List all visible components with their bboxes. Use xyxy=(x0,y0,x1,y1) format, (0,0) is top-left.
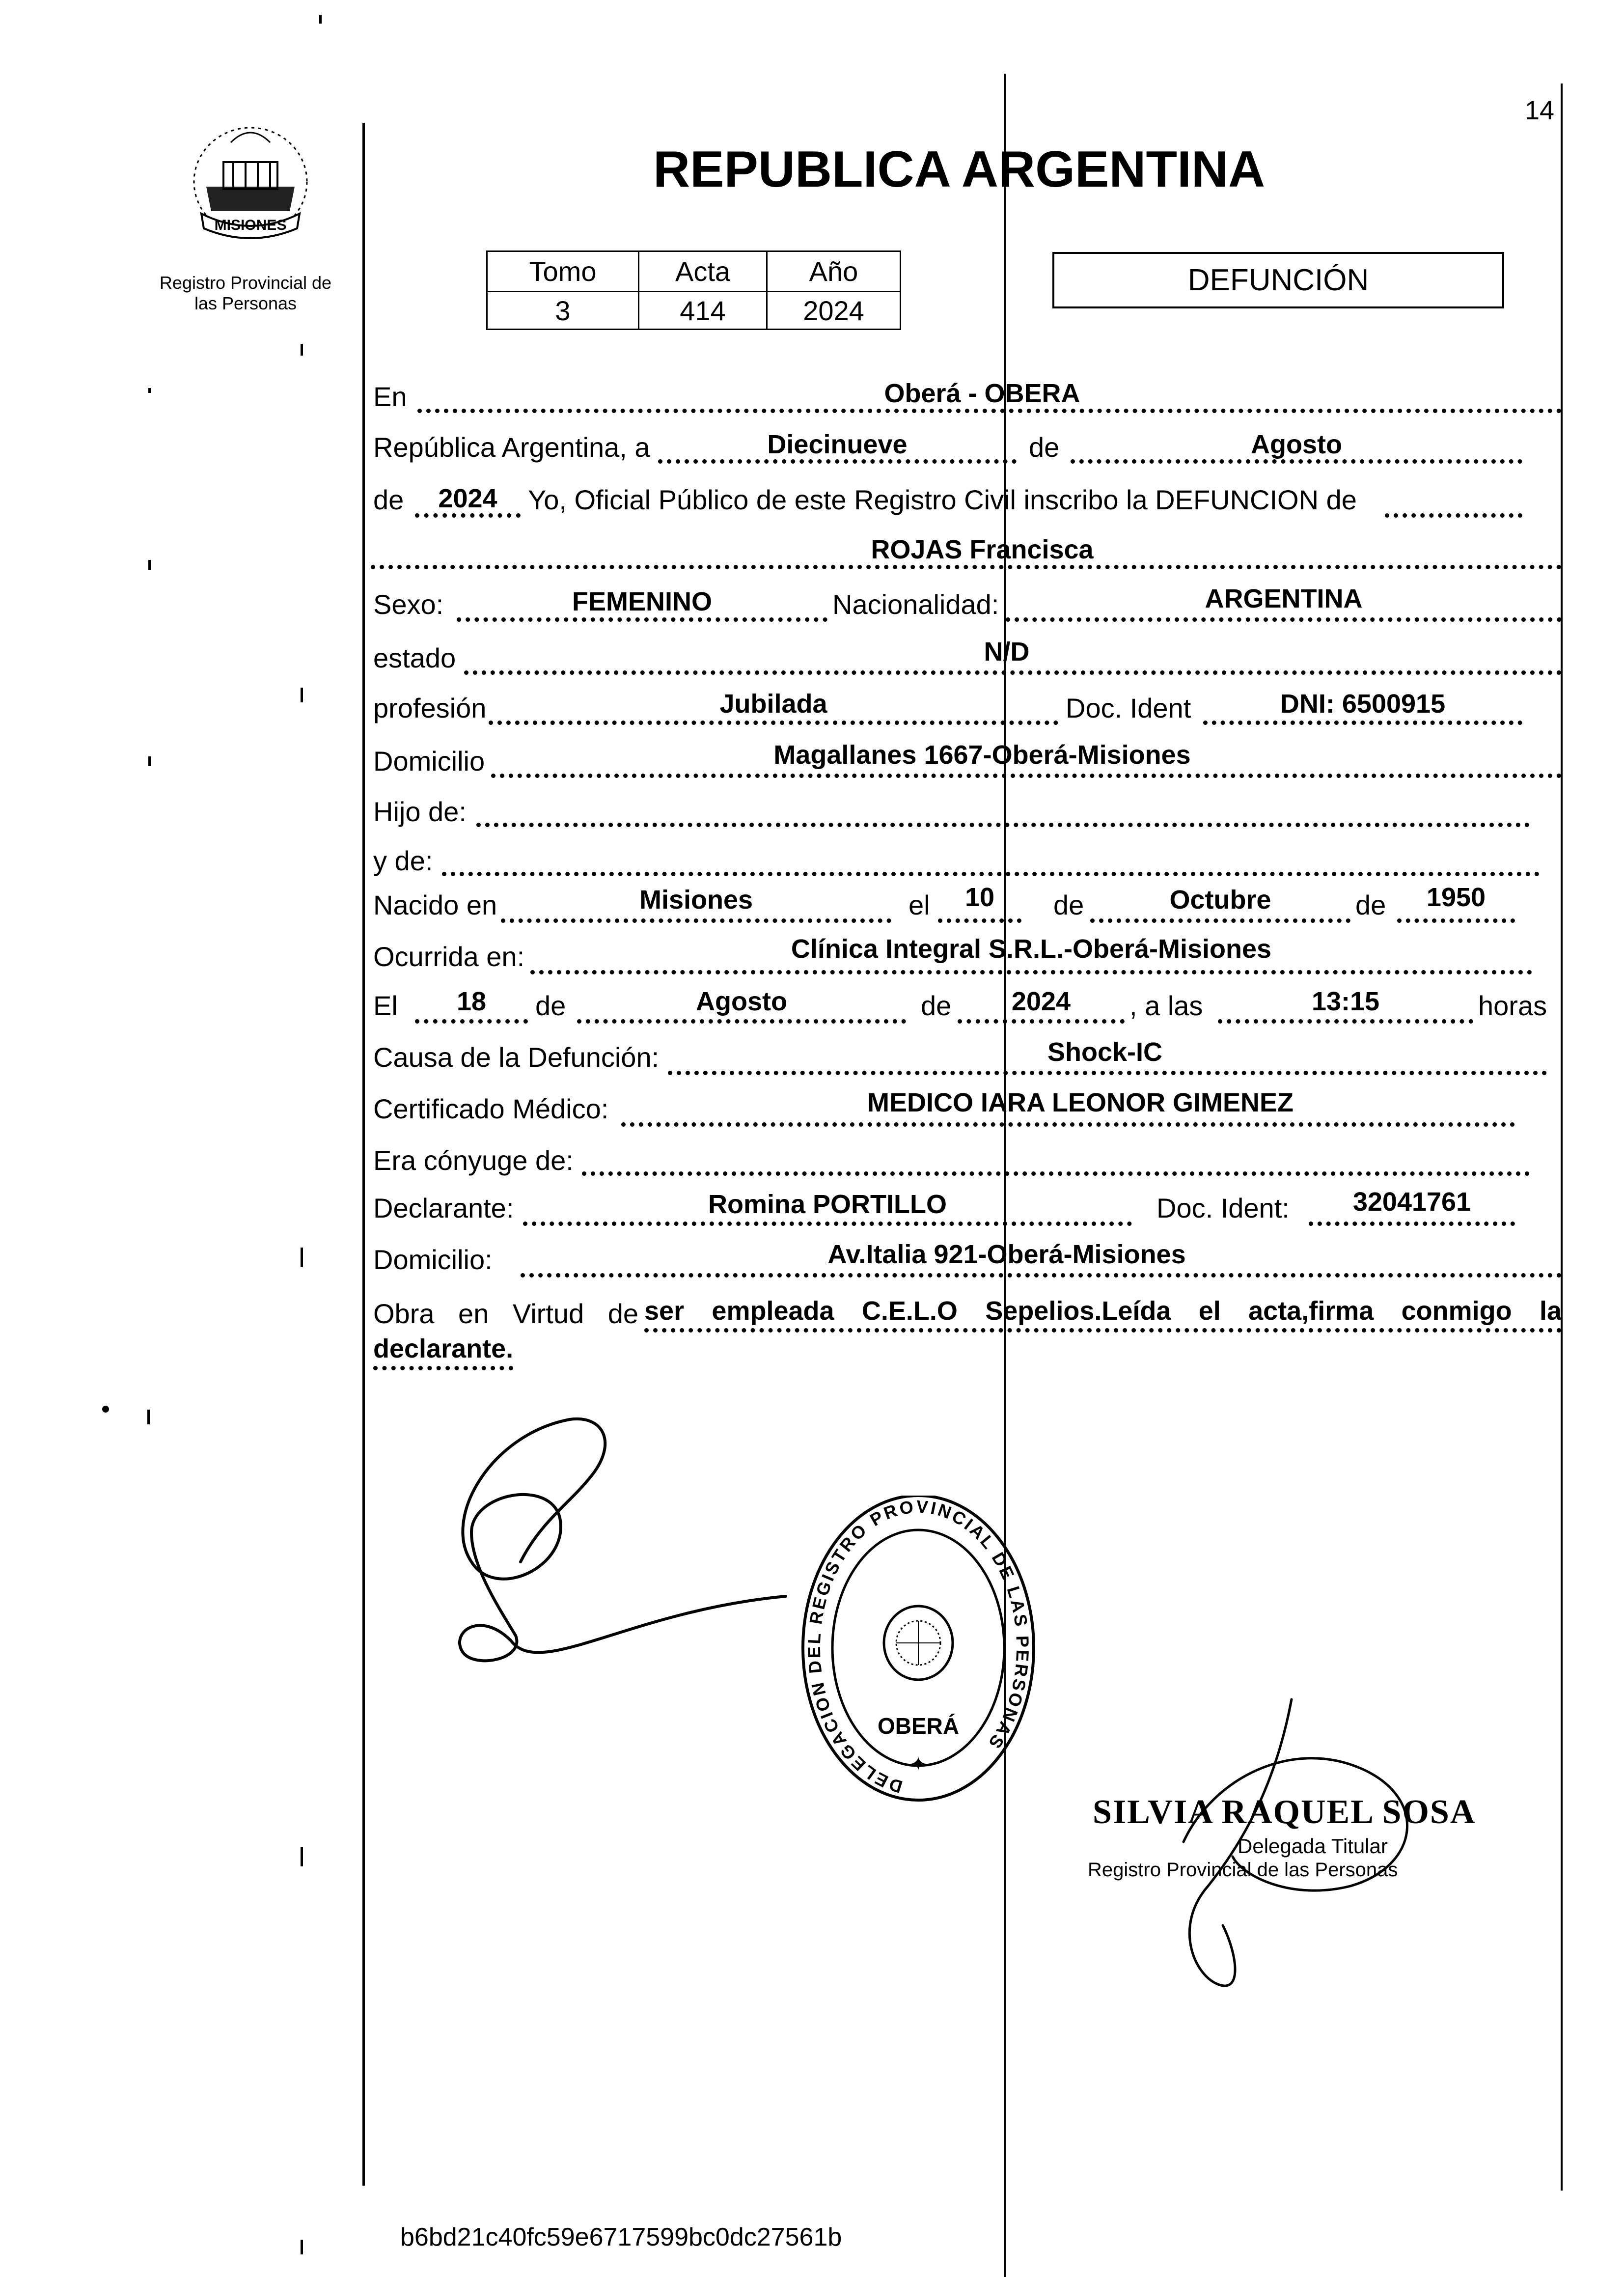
death-de1-label: de xyxy=(535,990,566,1021)
death-time-line xyxy=(1218,1019,1473,1024)
statement-text: Yo, Oficial Público de este Registro Civil inscribo la DEFUNCION de xyxy=(528,484,1357,515)
table-header-acta: Acta xyxy=(638,250,768,292)
rep-de-label: de xyxy=(1029,432,1060,463)
official-stamp xyxy=(796,1496,1041,1810)
nacionalidad-label: Nacionalidad: xyxy=(832,589,999,620)
death-el-label: El xyxy=(373,990,398,1021)
birth-el-label: el xyxy=(908,889,930,920)
margin-speck xyxy=(147,1410,150,1424)
margin-speck xyxy=(319,15,322,24)
official-office: Registro Provincial de las Personas xyxy=(1088,1859,1398,1881)
star-icon: ✦ xyxy=(910,1753,927,1776)
margin-speck xyxy=(301,1248,303,1267)
death-day-line xyxy=(415,1019,528,1024)
domicilio-2-value: Av.Italia 921-Oberá-Misiones xyxy=(827,1240,1186,1269)
birth-day-value: 10 xyxy=(964,883,995,912)
death-year-value: 2024 xyxy=(1011,987,1071,1016)
rep-day-value: Diecinueve xyxy=(767,430,908,459)
declarant-signature xyxy=(442,1405,796,1749)
ocurrida-label: Ocurrida en: xyxy=(373,941,525,972)
en-value: Oberá - OBERA xyxy=(884,379,1080,408)
nacido-label: Nacido en xyxy=(373,889,497,920)
conyuge-line xyxy=(582,1171,1530,1176)
birth-day-line xyxy=(938,918,1021,923)
nacido-value: Misiones xyxy=(639,885,753,915)
certificado-value: MEDICO IARA LEONOR GIMENEZ xyxy=(867,1088,1294,1117)
issuer-block xyxy=(118,273,373,314)
margin-speck xyxy=(148,388,151,393)
declarante-line xyxy=(523,1222,1132,1226)
rep-month-value: Agosto xyxy=(1251,430,1342,459)
table-header-tomo: Tomo xyxy=(486,250,639,292)
table-value-tomo: 3 xyxy=(486,291,639,330)
table-value-ano: 2024 xyxy=(766,291,901,330)
margin-speck xyxy=(301,688,303,702)
declarante-label: Declarante: xyxy=(373,1193,514,1223)
death-de2-label: de xyxy=(921,990,952,1021)
birth-month-value: Octubre xyxy=(1169,885,1271,915)
death-month-line xyxy=(577,1019,906,1024)
death-year-line xyxy=(958,1019,1125,1024)
causa-line xyxy=(668,1071,1547,1075)
birth-month-line xyxy=(1090,918,1350,923)
en-label: En xyxy=(373,381,407,412)
logo-text: MISIONES xyxy=(214,217,287,233)
domicilio-2-label: Domicilio: xyxy=(373,1244,493,1275)
year-line xyxy=(415,513,521,518)
issuer-line-2: las Personas xyxy=(194,293,297,313)
official-name: SILVIA RAQUEL SOSA xyxy=(1093,1793,1476,1831)
death-month-value: Agosto xyxy=(696,987,787,1016)
right-border-line xyxy=(1561,83,1563,2191)
stamp-ring-text: DELEGACION DEL REGISTRO PROVINCIAL DE LAS PERSONAS xyxy=(803,1496,1033,1798)
estado-line xyxy=(464,670,1562,675)
en-line xyxy=(417,409,1562,413)
death-day-value: 18 xyxy=(456,987,487,1016)
profesion-line xyxy=(489,721,1058,725)
domicilio-line xyxy=(491,774,1562,778)
yde-line xyxy=(442,872,1540,876)
official-signature xyxy=(1154,1680,1498,1994)
obra-value-line-2: declarante. xyxy=(373,1333,513,1370)
table-value-acta: 414 xyxy=(638,291,768,330)
horas-label: horas xyxy=(1478,990,1547,1021)
year-de-label: de xyxy=(373,484,404,515)
death-time-value: 13:15 xyxy=(1311,987,1380,1016)
estado-value: N/D xyxy=(984,637,1030,666)
official-title: Delegada Titular xyxy=(1238,1834,1388,1858)
doc-ident-2-line xyxy=(1309,1222,1515,1226)
declarante-value: Romina PORTILLO xyxy=(708,1190,947,1219)
page-number: 14 xyxy=(1525,96,1555,125)
domicilio-2-line xyxy=(521,1273,1562,1277)
certificado-line xyxy=(621,1122,1515,1127)
alas-label: , a las xyxy=(1129,990,1203,1021)
profesion-label: profesión xyxy=(373,693,487,723)
margin-speck xyxy=(148,560,151,570)
certificado-label: Certificado Médico: xyxy=(373,1093,609,1124)
margin-speck xyxy=(148,756,151,766)
sexo-label: Sexo: xyxy=(373,589,444,620)
nacido-line xyxy=(501,918,891,923)
name-value: ROJAS Francisca xyxy=(871,535,1094,564)
yde-label: y de: xyxy=(373,845,433,876)
rep-day-line xyxy=(658,459,1017,464)
doc-type-box: DEFUNCIÓN xyxy=(1052,252,1504,308)
obra-label: Obra en Virtud de xyxy=(373,1298,638,1329)
margin-speck xyxy=(301,1847,303,1866)
domicilio-label: Domicilio xyxy=(373,746,485,777)
birth-year-line xyxy=(1397,918,1515,923)
rep-month-line xyxy=(1071,459,1522,464)
hijo-label: Hijo de: xyxy=(373,796,467,827)
sexo-line xyxy=(457,617,827,622)
margin-speck xyxy=(301,2240,303,2254)
page-title: REPUBLICA ARGENTINA xyxy=(653,141,1266,198)
doc-ident-line xyxy=(1203,721,1522,725)
birth-de1-label: de xyxy=(1053,889,1084,920)
conyuge-label: Era cónyuge de: xyxy=(373,1145,574,1176)
misiones-logo xyxy=(177,113,324,250)
issuer-line-1: Registro Provincial de xyxy=(159,273,332,293)
birth-year-value: 1950 xyxy=(1426,883,1486,912)
nacionalidad-value: ARGENTINA xyxy=(1205,584,1363,613)
stamp-city: OBERÁ xyxy=(877,1713,960,1739)
statement-line xyxy=(1385,513,1522,518)
year-value: 2024 xyxy=(438,484,497,513)
margin-speck xyxy=(301,344,303,356)
table-header-ano: Año xyxy=(766,250,901,292)
estado-label: estado xyxy=(373,642,456,673)
profesion-value: Jubilada xyxy=(719,689,827,719)
hijo-line xyxy=(476,823,1530,827)
left-margin-line xyxy=(362,123,365,2186)
sexo-value: FEMENINO xyxy=(572,587,712,616)
doc-ident-label: Doc. Ident xyxy=(1066,693,1191,723)
domicilio-value: Magallanes 1667-Oberá-Misiones xyxy=(773,740,1191,770)
nacionalidad-line xyxy=(1006,617,1562,622)
ocurrida-value: Clínica Integral S.R.L.-Oberá-Misiones xyxy=(791,934,1272,964)
causa-label: Causa de la Defunción: xyxy=(373,1042,660,1073)
name-line xyxy=(371,565,1562,569)
doc-ident-2-value: 32041761 xyxy=(1352,1187,1471,1217)
document-hash: b6bd21c40fc59e6717599bc0dc27561b xyxy=(400,2223,842,2251)
rep-label: República Argentina, a xyxy=(373,432,650,463)
margin-dot xyxy=(102,1406,109,1413)
doc-ident-2-label: Doc. Ident: xyxy=(1156,1193,1290,1223)
obra-value-line-1: ser empleada C.E.L.O Sepelios.Leída el acta,firma conmigo la xyxy=(644,1296,1562,1333)
birth-de2-label: de xyxy=(1355,889,1386,920)
causa-value: Shock-IC xyxy=(1047,1037,1163,1067)
ocurrida-line xyxy=(530,970,1532,974)
doc-ident-value: DNI: 6500915 xyxy=(1280,689,1446,719)
